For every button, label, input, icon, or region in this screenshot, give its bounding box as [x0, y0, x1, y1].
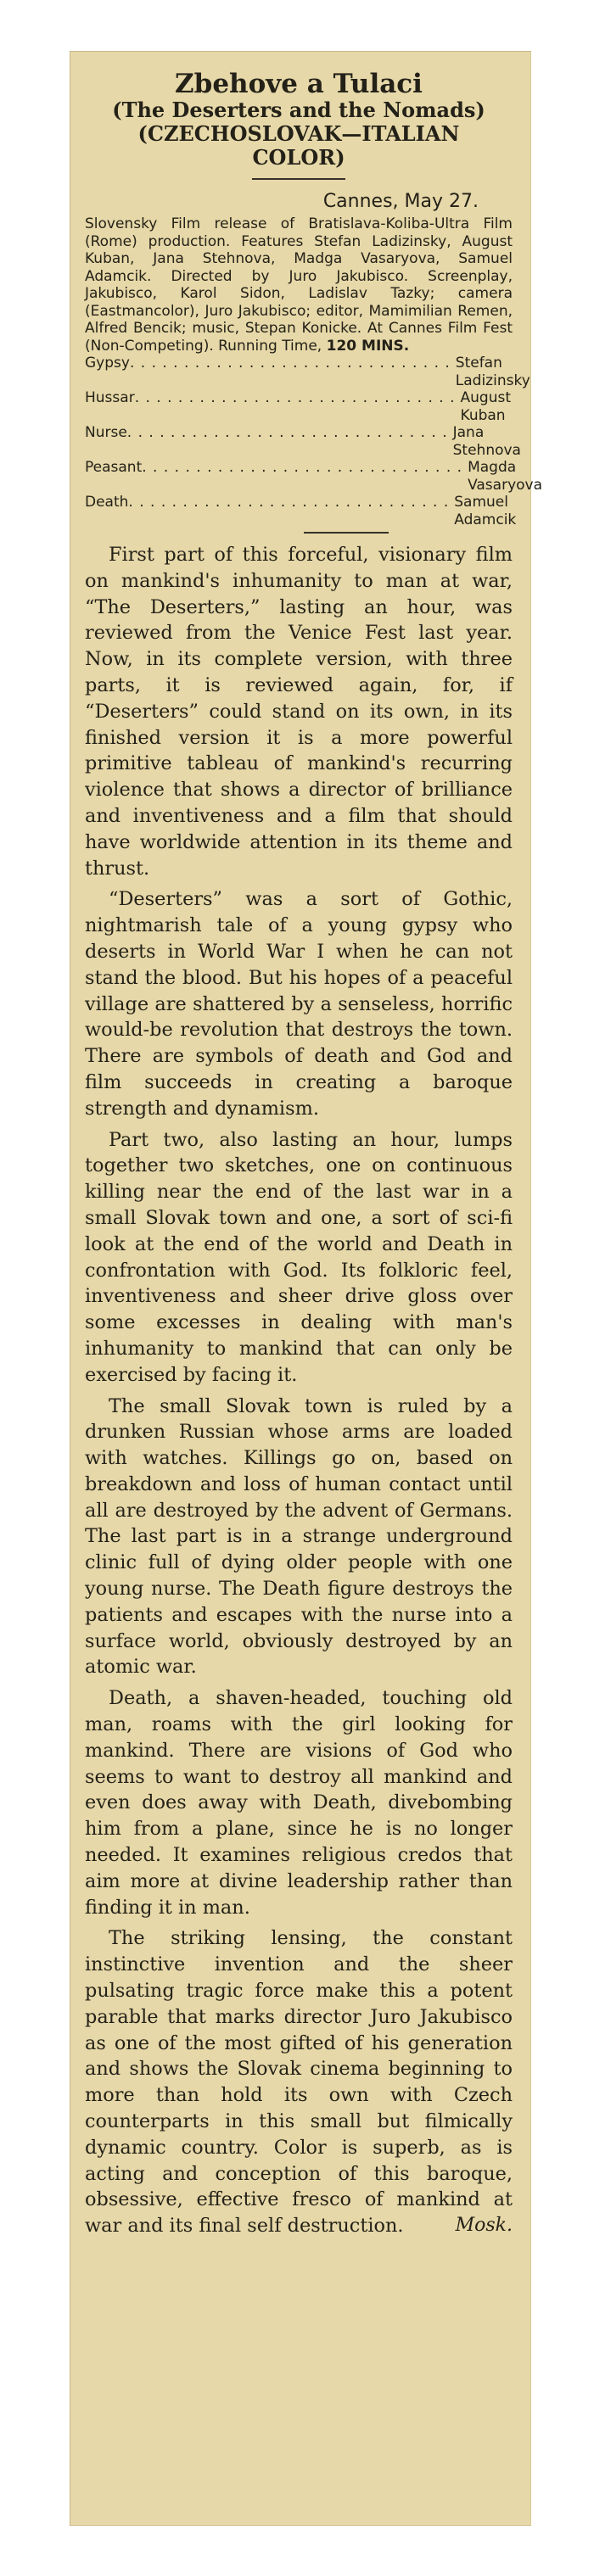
cast-row — [85, 355, 530, 389]
cast-row — [85, 494, 517, 528]
cast-role: Nurse — [85, 424, 127, 441]
cast-row — [85, 389, 513, 424]
running-time: 120 MINS. — [326, 337, 410, 355]
cast-actor: August Kuban — [460, 389, 512, 424]
film-english-title: (The Deserters and the Nomads) — [112, 98, 485, 122]
review-paragraph: “Deserters” was a sort of Gothic, nightmarish tale of a young gypsy who deserts in World War I when he can not stand the blood. But his hopes of a peaceful village are shattered by a senseless, horrific would-be revolution that destroys the town. There are symbols of death and God and film succeeds in creating a baroque strength and dynamism. — [85, 888, 513, 1120]
film-origin-color: COLOR) — [252, 145, 345, 170]
credits-text: Slovensky Film release of Bratislava-Koliba-Ultra Film (Rome) production. Features Stefan Ladizinsky, August Kuban, Jana Stehnova, Madga Vasaryova, Samuel Adamcik. Directed by Juro Jakubisco. Screenplay, Jakubisco, Karol Sidon, Ladislav Tazky; camera (Eastmancolor), Juro Jakubisco; editor, Mamimilian Remen, Alfred Bencik; music, Stepan Konicke. At Cannes Film Fest (Non-Competing). Running Time, — [85, 215, 513, 355]
cast-list — [85, 355, 543, 528]
leader-dots: . . . . . . . . . . . . . . . . . . . . . . . . . . . . . . — [128, 494, 450, 511]
dateline: Cannes, May 27. — [322, 191, 479, 212]
cast-actor: Stefan Ladizinsky — [455, 355, 530, 389]
clipping-content — [85, 69, 543, 2239]
film-title: Zbehove a Tulaci — [175, 69, 423, 99]
cast-role: Gypsy — [85, 355, 130, 372]
cast-actor: Jana Stehnova — [452, 424, 521, 459]
leader-dots: . . . . . . . . . . . . . . . . . . . . . . . . . . . . . . — [129, 355, 451, 372]
review-paragraph: Part two, also lasting an hour, lumps together two sketches, one on continuous killing near the end of the last war in a small Slovak town and one, a sort of sci-fi look at the end of the world and Death in confrontation with God. Its folkloric feel, inventiveness and sheer drive gloss over some excesses in dealing with man's inhumanity to mankind that can only be exercised by facing it. — [85, 1128, 513, 1386]
body-divider — [304, 532, 389, 534]
cast-actor: Magda Vasaryova — [468, 459, 543, 494]
cast-row — [85, 459, 543, 494]
leader-dots: . . . . . . . . . . . . . . . . . . . . . . . . . . . . . . — [126, 424, 448, 441]
newspaper-clipping — [70, 51, 543, 2526]
leader-dots: . . . . . . . . . . . . . . . . . . . . . . . . . . . . . . — [142, 459, 463, 476]
review-paragraph: The small Slovak town is ruled by a drunken Russian whose arms are loaded with watches. Killings go on, based on breakdown and loss of human contact until all are destroyed by the advent of Germans. The last part is in a strange underground clinic full of dying older people with one young nurse. The Death figure destroys the patients and escapes with the nurse into a surface world, obviously destroyed by an atomic war. — [85, 1394, 513, 1679]
reviewer-signature: Mosk. — [455, 2215, 513, 2237]
film-origin: (CZECHOSLOVAK—ITALIAN — [137, 121, 460, 146]
leader-dots: . . . . . . . . . . . . . . . . . . . . . . . . . . . . . . — [134, 389, 456, 406]
review-paragraph: First part of this forceful, visionary film on mankind's inhumanity to man at war, “The Deserters,” lasting an hour, was reviewed from the Venice Fest last year. Now, in its complete version, with three parts, it is reviewed again, for, if “Deserters” could stand on its own, in its finished version it is a more powerful primitive tableau of mankind's recurring violence that shows a director of brilliance and inventiveness and a film that should have worldwide attention in its theme and thrust. — [85, 544, 513, 880]
review-paragraph: Death, a shaven-headed, touching old man, roams with the girl looking for mankind. There are visions of God who seems to want to destroy all mankind and even does away with Death, divebombing him from a plane, since he is no longer needed. It examines religious credos that aim more at divine leadership rather than finding it in man. — [85, 1687, 513, 1919]
cast-role: Peasant — [85, 459, 143, 476]
review-paragraph-text: The striking lensing, the constant instinctive invention and the sheer pulsating tragic force make this a potent parable that marks director Juro Jakubisco as one of the most gifted of his generation and shows the Slovak cinema beginning to more than hold its own with Czech counterparts in this small but filmically dynamic country. Color is superb, as is acting and conception of this baroque, obsessive, effective fresco of mankind at war and its final self destruction. — [85, 1927, 513, 2238]
cast-role: Death — [85, 494, 129, 511]
review-paragraph — [85, 1925, 513, 2239]
cast-row — [85, 424, 521, 459]
credits-block — [85, 215, 513, 355]
cast-role: Hussar — [85, 389, 135, 406]
header-divider — [252, 178, 345, 180]
cast-actor: Samuel Adamcik — [454, 494, 517, 528]
